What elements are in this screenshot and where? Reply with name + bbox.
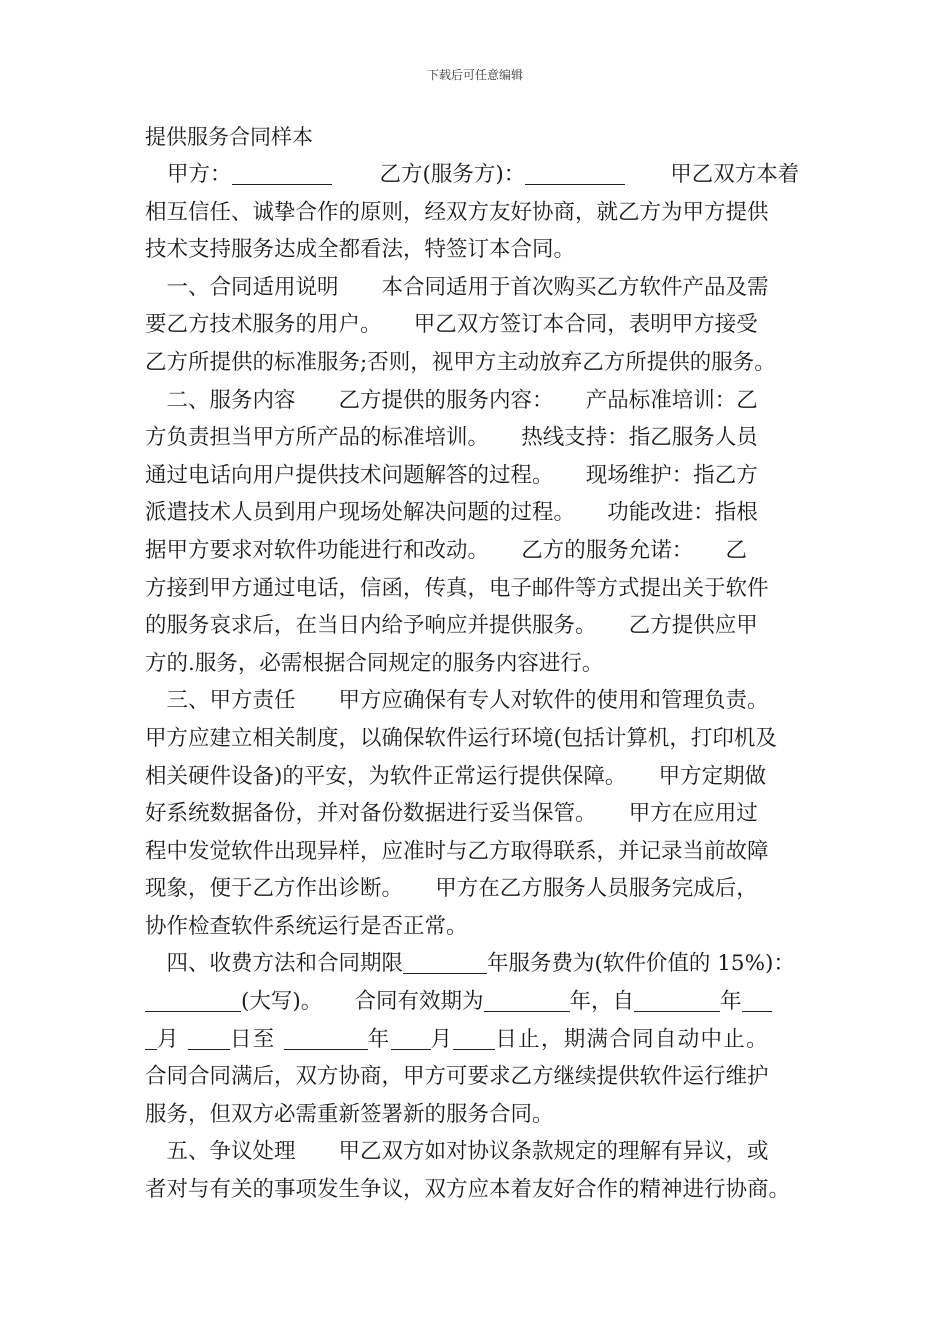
section-4-heading: 四、收费方法和合同期限: [145, 951, 404, 977]
end-year-text: 年: [367, 1026, 391, 1052]
day-to-text: 日至: [229, 1026, 276, 1052]
body-line: 三、甲方责任 甲方应确保有专人对软件的使用和管理负责。: [145, 688, 769, 714]
document-title: 提供服务合同样本: [145, 125, 313, 149]
end-month-blank[interactable]: [391, 1027, 431, 1050]
body-line: 方的.服务，必需根据合同规定的服务内容进行。: [145, 650, 604, 676]
validity-years-blank[interactable]: [484, 989, 570, 1012]
fee-line: [145, 945, 810, 983]
start-year-blank[interactable]: [634, 989, 720, 1012]
body-line: 甲方应建立相关制度，以确保软件运行环境(包括计算机，打印机及: [145, 725, 777, 751]
start-month-blank-cont[interactable]: [145, 1027, 157, 1050]
year-text: 年: [720, 989, 742, 1015]
body-line: 派遣技术人员到用户现场处解决问题的过程。 功能改进：指根: [145, 500, 758, 526]
body-line: 协作检查软件系统运行是否正常。: [145, 913, 468, 939]
body-line: 合同合同满后，双方协商，甲方可要求乙方继续提供软件运行维护: [145, 1064, 769, 1090]
party-b-blank[interactable]: [525, 162, 625, 185]
term-line: [145, 983, 810, 1021]
month-text: 月: [157, 1026, 180, 1052]
date-line: [145, 1021, 810, 1059]
body-line: 者对与有关的事项发生争议，双方应本着友好合作的精神进行协商。: [145, 1177, 791, 1203]
parties-line: [145, 156, 810, 194]
body-line: 要乙方技术服务的用户。 甲乙双方签订本合同，表明甲方接受: [145, 312, 758, 338]
party-a-label: 甲方：: [167, 162, 232, 187]
body-line: 二、服务内容 乙方提供的服务内容： 产品标准培训：乙: [145, 387, 758, 413]
end-day-text: 日止，期满合同自动中止。: [495, 1026, 769, 1052]
party-a-blank[interactable]: [232, 162, 332, 185]
page-header: 下载后可任意编辑: [426, 68, 523, 82]
start-day-blank[interactable]: [188, 1027, 230, 1050]
body-line: 现象，便于乙方作出诊断。 甲方在乙方服务人员服务完成后，: [145, 876, 758, 902]
body-line: 方接到甲方通过电话，信函，传真，电子邮件等方式提出关于软件: [145, 575, 769, 601]
contract-body: [145, 118, 810, 1209]
body-line: 好系统数据备份，并对备份数据进行妥当保管。 甲方在应用过: [145, 801, 758, 827]
party-b-label: 乙方(服务方)：: [379, 162, 526, 187]
body-line: 相关硬件设备)的平安，为软件正常运行提供保障。 甲方定期做: [145, 763, 767, 789]
start-month-blank[interactable]: [742, 989, 772, 1012]
body-line: 方负责担当甲方所产品的标准培训。 热线支持：指乙服务人员: [145, 425, 758, 451]
body-line: 乙方所提供的标准服务;否则，视甲方主动放弃乙方所提供的服务。: [145, 349, 776, 375]
body-line: 相互信任、诚挚合作的原则，经双方友好协商，就乙方为甲方提供: [145, 199, 769, 225]
body-line: 服务，但双方必需重新签署新的服务合同。: [145, 1101, 554, 1127]
fee-text: 年服务费为(软件价值的 15%)：: [487, 951, 795, 977]
body-line: 据甲方要求对软件功能进行和改动。 乙方的服务允诺： 乙: [145, 537, 748, 563]
end-month-text: 月: [430, 1026, 454, 1052]
daxie-text: (大写)。: [241, 989, 312, 1015]
year-from-text: 年，自: [569, 989, 635, 1015]
validity-text: 合同有效期为: [311, 989, 484, 1015]
body-line: 通过电话向用户提供技术问题解答的过程。 现场维护：指乙方: [145, 462, 758, 488]
body-line: 一、合同适用说明 本合同适用于首次购买乙方软件产品及需: [145, 274, 769, 300]
body-line: 五、争议处理 甲乙双方如对协议条款规定的理解有异议，或: [145, 1139, 769, 1165]
end-year-blank[interactable]: [284, 1027, 368, 1050]
body-line: 技术支持服务达成全都看法，特签订本合同。: [145, 237, 576, 263]
intro-start: 甲乙双方本着: [670, 162, 800, 187]
end-day-blank[interactable]: [453, 1027, 495, 1050]
body-line: 程中发觉软件出现异样，应准时与乙方取得联系，并记录当前故障: [145, 838, 769, 864]
fee-amount-blank[interactable]: [145, 989, 241, 1012]
body-line: 的服务哀求后，在当日内给予响应并提供服务。 乙方提供应甲: [145, 613, 758, 639]
years-blank[interactable]: [403, 951, 487, 974]
